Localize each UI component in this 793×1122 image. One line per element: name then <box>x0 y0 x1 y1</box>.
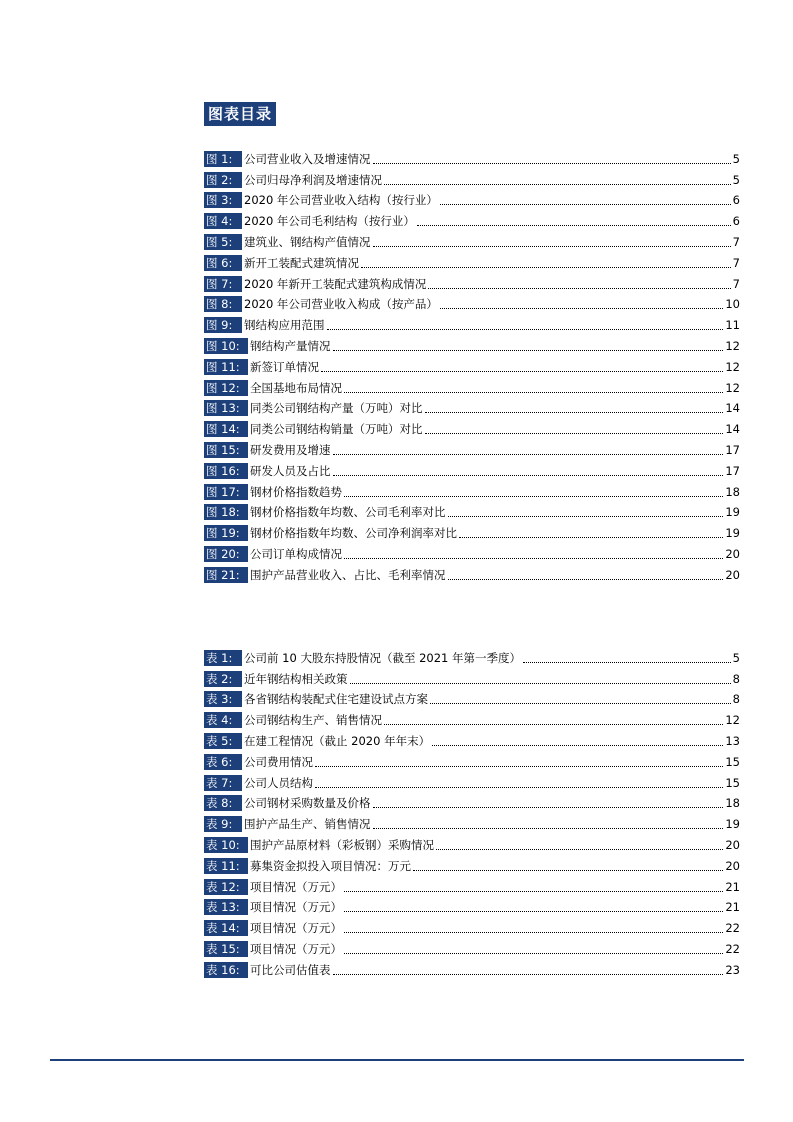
figure-label: 图 14: <box>204 421 248 437</box>
figure-title: 钢材价格指数趋势 <box>250 484 342 499</box>
table-label: 表 9: <box>204 816 242 832</box>
figure-label: 图 21: <box>204 567 248 583</box>
figure-label: 图 7: <box>204 276 242 292</box>
figure-title: 同类公司钢结构产量（万吨）对比 <box>250 401 423 416</box>
table-title: 近年钢结构相关政策 <box>244 671 348 686</box>
dot-leader <box>448 515 724 517</box>
dot-leader <box>436 848 723 850</box>
figure-entry[interactable] <box>204 458 740 479</box>
dot-leader <box>333 973 724 975</box>
table-title: 公司前 10 大股东持股情况（截至 2021 年第一季度） <box>244 650 522 665</box>
table-title: 项目情况（万元） <box>250 921 342 936</box>
table-title: 项目情况（万元） <box>250 879 342 894</box>
figure-page-number: 10 <box>725 297 740 312</box>
table-page-number: 18 <box>725 796 740 811</box>
figure-title: 2020 年公司营业收入构成（按产品） <box>244 297 438 312</box>
figure-label: 图 11: <box>204 359 248 375</box>
figure-entry[interactable] <box>204 312 740 333</box>
table-label: 表 4: <box>204 712 242 728</box>
dot-leader <box>440 203 731 205</box>
table-entry[interactable] <box>204 915 740 936</box>
table-label: 表 6: <box>204 754 242 770</box>
table-title: 可比公司估值表 <box>250 962 331 977</box>
table-page-number: 15 <box>725 754 740 769</box>
figure-entry[interactable] <box>204 188 740 209</box>
figure-page-number: 17 <box>725 442 740 457</box>
dot-leader <box>448 578 724 580</box>
table-label: 表 8: <box>204 795 242 811</box>
figure-entry[interactable] <box>204 520 740 541</box>
figure-title: 建筑业、钢结构产值情况 <box>244 234 371 249</box>
table-title: 公司人员结构 <box>244 775 313 790</box>
table-label: 表 1: <box>204 650 242 666</box>
figure-entry[interactable] <box>204 562 740 583</box>
figure-label: 图 15: <box>204 442 248 458</box>
table-entry[interactable] <box>204 811 740 832</box>
figure-page-number: 6 <box>732 193 740 208</box>
table-page-number: 22 <box>725 921 740 936</box>
figure-title: 公司营业收入及增速情况 <box>244 151 371 166</box>
figure-entry[interactable] <box>204 146 740 167</box>
table-label: 表 16: <box>204 962 248 978</box>
dot-leader <box>350 682 731 684</box>
dot-leader <box>333 474 724 476</box>
figure-entry[interactable] <box>204 479 740 500</box>
dot-leader <box>425 411 724 413</box>
figure-title: 研发费用及增速 <box>250 442 331 457</box>
table-entry[interactable] <box>204 666 740 687</box>
figure-label: 图 17: <box>204 484 248 500</box>
table-entry[interactable] <box>204 874 740 895</box>
table-page-number: 12 <box>725 713 740 728</box>
table-label: 表 13: <box>204 899 248 915</box>
dot-leader <box>413 869 723 871</box>
figure-list <box>204 146 740 583</box>
dot-leader <box>321 370 723 372</box>
figure-page-number: 14 <box>725 422 740 437</box>
table-label: 表 11: <box>204 858 248 874</box>
figure-entry[interactable] <box>204 541 740 562</box>
figure-label: 图 9: <box>204 317 242 333</box>
dot-leader <box>459 536 723 538</box>
dot-leader <box>344 557 723 559</box>
figure-entry[interactable] <box>204 500 740 521</box>
figure-page-number: 14 <box>725 401 740 416</box>
table-page-number: 20 <box>725 837 740 852</box>
figure-title: 钢材价格指数年均数、公司净利润率对比 <box>250 526 457 541</box>
table-entry[interactable] <box>204 770 740 791</box>
figure-page-number: 6 <box>732 214 740 229</box>
dot-leader <box>373 245 731 247</box>
figure-entry[interactable] <box>204 167 740 188</box>
figure-title: 公司归母净利润及增速情况 <box>244 172 382 187</box>
table-page-number: 23 <box>725 962 740 977</box>
figure-entry[interactable] <box>204 416 740 437</box>
table-entry[interactable] <box>204 687 740 708</box>
figure-page-number: 12 <box>725 380 740 395</box>
table-title: 项目情况（万元） <box>250 900 342 915</box>
figure-label: 图 12: <box>204 380 248 396</box>
figure-title: 2020 年新开工装配式建筑构成情况 <box>244 276 427 291</box>
figure-title: 2020 年公司毛利结构（按行业） <box>244 214 415 229</box>
dot-leader <box>432 744 723 746</box>
figure-entry[interactable] <box>204 354 740 375</box>
figure-entry[interactable] <box>204 208 740 229</box>
figure-label: 图 2: <box>204 172 242 188</box>
table-page-number: 21 <box>725 900 740 915</box>
table-page-number: 13 <box>725 733 740 748</box>
table-entry[interactable] <box>204 791 740 812</box>
figure-page-number: 5 <box>732 172 740 187</box>
figure-page-number: 11 <box>725 318 740 333</box>
dot-leader <box>384 183 731 185</box>
figure-label: 图 6: <box>204 255 242 271</box>
table-title: 在建工程情况（截止 2020 年年末） <box>244 733 431 748</box>
dot-leader <box>315 786 723 788</box>
figure-page-number: 5 <box>732 151 740 166</box>
table-label: 表 5: <box>204 733 242 749</box>
figure-entry[interactable] <box>204 229 740 250</box>
dot-leader <box>333 349 724 351</box>
figure-entry[interactable] <box>204 375 740 396</box>
table-entry[interactable] <box>204 853 740 874</box>
dot-leader <box>373 162 731 164</box>
figure-title: 全国基地布局情况 <box>250 380 342 395</box>
table-entry[interactable] <box>204 728 740 749</box>
table-entry[interactable] <box>204 749 740 770</box>
figure-title: 钢结构应用范围 <box>244 318 325 333</box>
table-entry[interactable] <box>204 957 740 978</box>
figure-entry[interactable] <box>204 271 740 292</box>
table-title: 募集资金拟投入项目情况：万元 <box>250 858 411 873</box>
figure-page-number: 7 <box>732 276 740 291</box>
dot-leader <box>344 931 723 933</box>
figure-title: 研发人员及占比 <box>250 463 331 478</box>
dot-leader <box>315 765 723 767</box>
table-page-number: 8 <box>732 692 740 707</box>
table-label: 表 3: <box>204 691 242 707</box>
dot-leader <box>344 910 723 912</box>
figure-label: 图 19: <box>204 525 248 541</box>
dot-leader <box>344 495 723 497</box>
figure-label: 图 3: <box>204 192 242 208</box>
table-page-number: 22 <box>725 941 740 956</box>
figure-page-number: 12 <box>725 359 740 374</box>
dot-leader <box>344 890 723 892</box>
figure-page-number: 12 <box>725 338 740 353</box>
figure-label: 图 10: <box>204 338 248 354</box>
table-label: 表 10: <box>204 837 248 853</box>
figure-entry[interactable] <box>204 250 740 271</box>
dot-leader <box>425 432 724 434</box>
table-label: 表 12: <box>204 879 248 895</box>
figure-label: 图 4: <box>204 213 242 229</box>
dot-leader <box>373 806 724 808</box>
table-entry[interactable] <box>204 895 740 916</box>
figure-title: 新开工装配式建筑情况 <box>244 255 359 270</box>
figure-title: 公司订单构成情况 <box>250 546 342 561</box>
figure-label: 图 5: <box>204 234 242 250</box>
figure-label: 图 1: <box>204 151 242 167</box>
table-label: 表 15: <box>204 941 248 957</box>
table-title: 公司钢结构生产、销售情况 <box>244 713 382 728</box>
table-list <box>204 645 740 978</box>
table-title: 围护产品原材料（彩板钢）采购情况 <box>250 837 434 852</box>
table-page-number: 19 <box>725 817 740 832</box>
table-label: 表 7: <box>204 775 242 791</box>
dot-leader <box>428 287 730 289</box>
table-label: 表 2: <box>204 671 242 687</box>
dot-leader <box>344 391 723 393</box>
table-entry[interactable] <box>204 832 740 853</box>
dot-leader <box>333 453 724 455</box>
table-label: 表 14: <box>204 920 248 936</box>
figure-label: 图 13: <box>204 400 248 416</box>
figure-title: 同类公司钢结构销量（万吨）对比 <box>250 422 423 437</box>
toc-heading: 图表目录 <box>204 102 276 126</box>
dot-leader <box>523 661 731 663</box>
dot-leader <box>344 952 723 954</box>
table-title: 公司钢材采购数量及价格 <box>244 796 371 811</box>
table-entry[interactable] <box>204 936 740 957</box>
figure-entry[interactable] <box>204 292 740 313</box>
figure-page-number: 18 <box>725 484 740 499</box>
figure-entry[interactable] <box>204 437 740 458</box>
table-entry[interactable] <box>204 645 740 666</box>
table-page-number: 20 <box>725 858 740 873</box>
dot-leader <box>361 266 731 268</box>
table-page-number: 21 <box>725 879 740 894</box>
figure-page-number: 20 <box>725 546 740 561</box>
table-title: 公司费用情况 <box>244 754 313 769</box>
figure-page-number: 7 <box>732 255 740 270</box>
table-title: 项目情况（万元） <box>250 941 342 956</box>
table-title: 围护产品生产、销售情况 <box>244 817 371 832</box>
footer-rule <box>50 1059 744 1061</box>
table-page-number: 15 <box>725 775 740 790</box>
dot-leader <box>373 827 724 829</box>
figure-label: 图 18: <box>204 504 248 520</box>
dot-leader <box>430 702 731 704</box>
figure-entry[interactable] <box>204 333 740 354</box>
figure-label: 图 20: <box>204 546 248 562</box>
figure-page-number: 19 <box>725 505 740 520</box>
table-page-number: 5 <box>732 650 740 665</box>
figure-title: 新签订单情况 <box>250 359 319 374</box>
figure-title: 钢结构产量情况 <box>250 338 331 353</box>
figure-page-number: 19 <box>725 526 740 541</box>
table-entry[interactable] <box>204 707 740 728</box>
dot-leader <box>327 328 724 330</box>
table-title: 各省钢结构装配式住宅建设试点方案 <box>244 692 428 707</box>
figure-page-number: 17 <box>725 463 740 478</box>
figure-title: 围护产品营业收入、占比、毛利率情况 <box>250 567 446 582</box>
figure-page-number: 7 <box>732 234 740 249</box>
dot-leader <box>440 307 723 309</box>
figure-title: 钢材价格指数年均数、公司毛利率对比 <box>250 505 446 520</box>
figure-label: 图 8: <box>204 296 242 312</box>
dot-leader <box>417 224 731 226</box>
figure-entry[interactable] <box>204 396 740 417</box>
dot-leader <box>384 723 723 725</box>
figure-title: 2020 年公司营业收入结构（按行业） <box>244 193 438 208</box>
figure-page-number: 20 <box>725 567 740 582</box>
figure-label: 图 16: <box>204 463 248 479</box>
table-page-number: 8 <box>732 671 740 686</box>
